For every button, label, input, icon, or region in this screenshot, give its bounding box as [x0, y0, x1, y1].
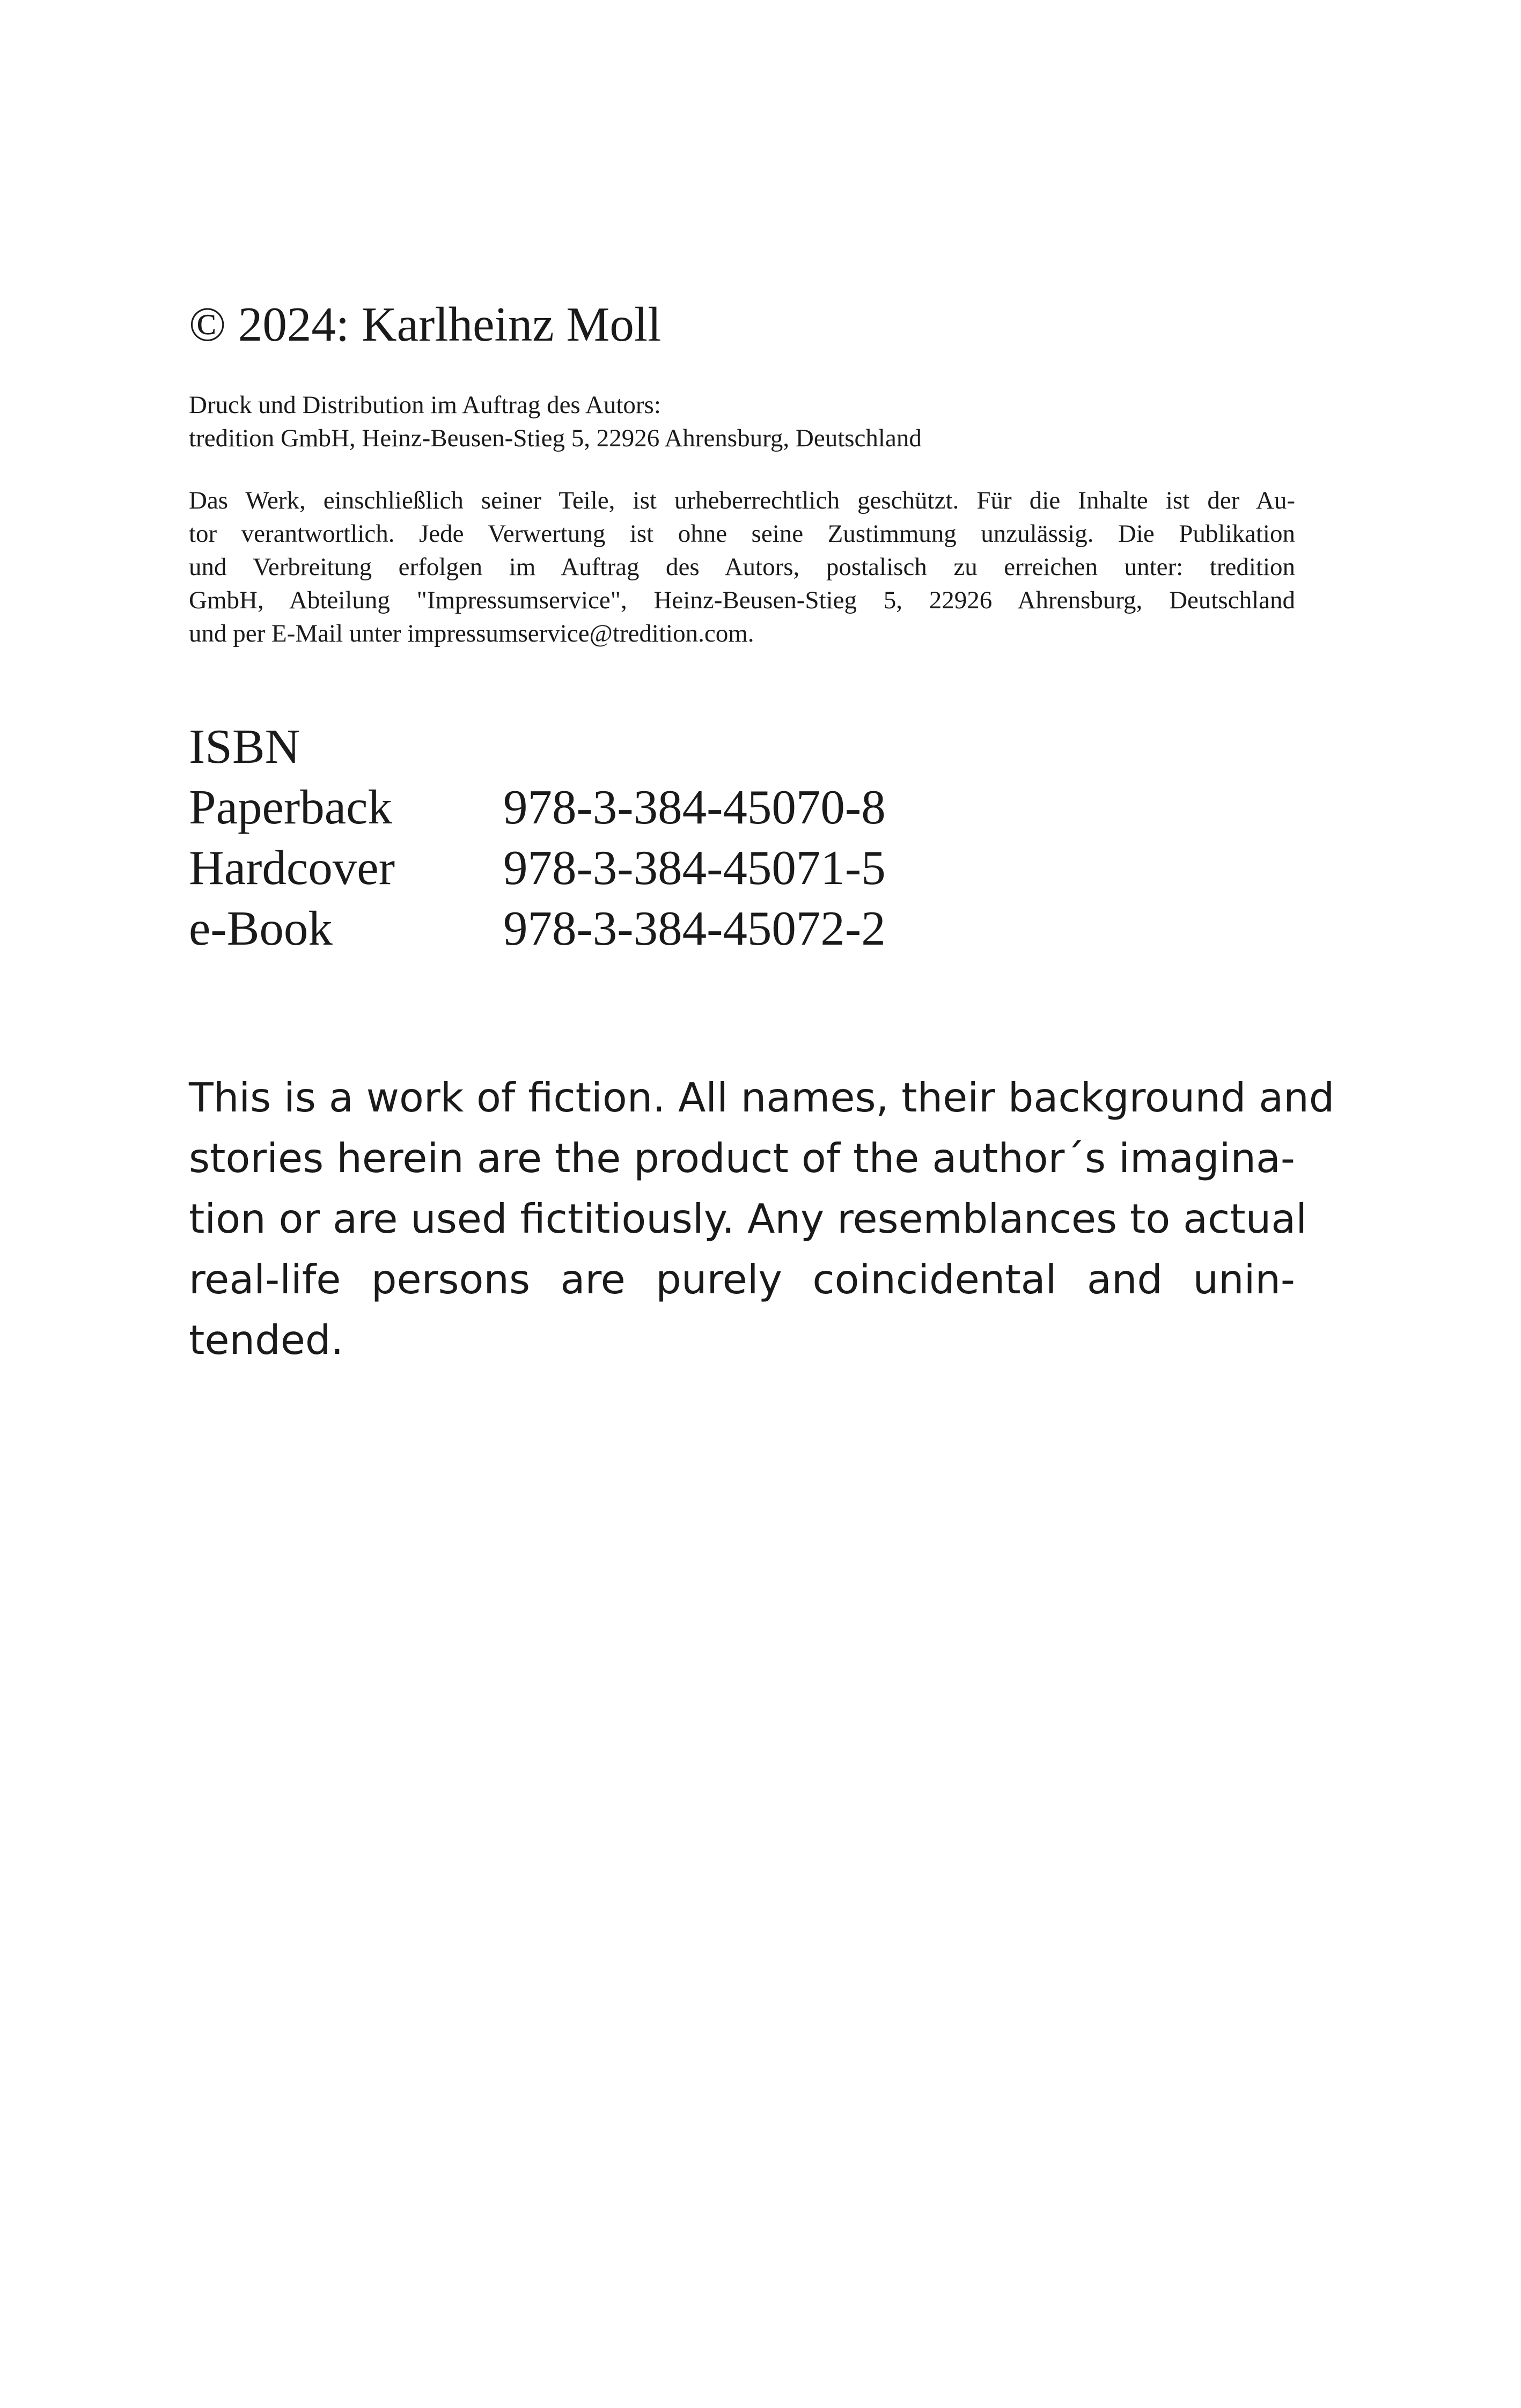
- legal-notice-line: und per E-Mail unter impressumservice@tredition.com.: [189, 620, 754, 647]
- isbn-heading-row: [189, 716, 886, 777]
- print-distribution-info: [189, 388, 922, 455]
- imprint-line: tredition GmbH, Heinz-Beusen-Stieg 5, 22926 Ahrensburg, Deutschland: [189, 424, 922, 452]
- isbn-row: [189, 777, 886, 837]
- isbn-format: Paperback: [189, 780, 392, 834]
- isbn-number: 978-3-384-45072-2: [503, 901, 886, 955]
- isbn-heading: ISBN: [189, 719, 300, 774]
- legal-notice-line: tor verantwortlich. Jede Verwertung ist ohne seine Zustimmung unzulässig. Die Publikation: [189, 520, 1295, 548]
- isbn-row: [189, 898, 886, 959]
- isbn-row: [189, 837, 886, 898]
- isbn-format: e-Book: [189, 901, 333, 955]
- disclaimer-line: stories herein are the product of the author´s imagina-: [189, 1135, 1295, 1182]
- copyright-notice: © 2024: Karlheinz Moll: [189, 297, 662, 351]
- legal-notice-line: GmbH, Abteilung "Impressumservice", Heinz-Beusen-Stieg 5, 22926 Ahrensburg, Deutschland: [189, 586, 1295, 614]
- legal-notice-line: Das Werk, einschließlich seiner Teile, ist urheberrechtlich geschützt. Für die Inhalte ist der Au-: [189, 487, 1295, 514]
- disclaimer-line: tion or are used fictitiously. Any resemblances to actual: [189, 1195, 1307, 1242]
- isbn-format: Hardcover: [189, 841, 395, 895]
- legal-notice-line: und Verbreitung erfolgen im Auftrag des Autors, postalisch zu erreichen unter: tredition: [189, 553, 1295, 581]
- isbn-number: 978-3-384-45070-8: [503, 780, 886, 834]
- disclaimer-line: This is a work of fiction. All names, their background and: [189, 1074, 1335, 1121]
- imprint-line: Druck und Distribution im Auftrag des Autors:: [189, 391, 661, 419]
- disclaimer-line: real-life persons are purely coincidental and unin-: [189, 1256, 1295, 1303]
- isbn-block: [189, 716, 886, 959]
- legal-notice: [189, 484, 1295, 650]
- disclaimer-line: tended.: [189, 1316, 344, 1364]
- isbn-number: 978-3-384-45071-5: [503, 841, 886, 895]
- fiction-disclaimer: [189, 1067, 1335, 1371]
